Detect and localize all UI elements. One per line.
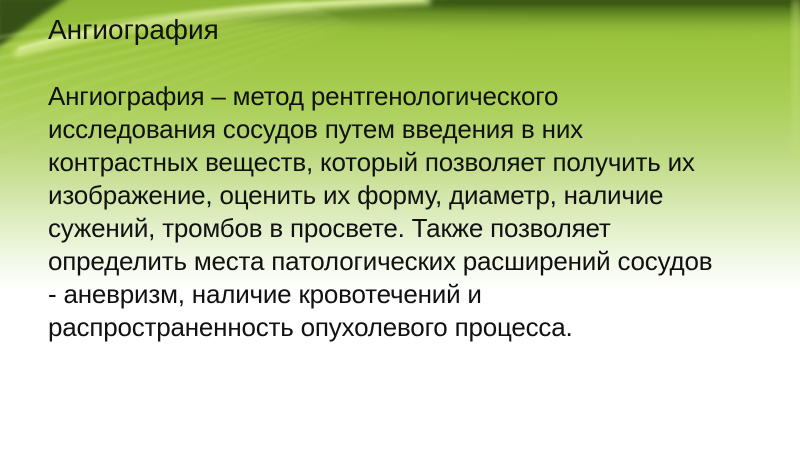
body-line: Ангиография – метод рентгенологического (48, 81, 559, 111)
body-line: сужений, тромбов в просвете. Также позволяет (48, 213, 611, 243)
body-line: исследования сосудов путем введения в них (48, 114, 583, 144)
body-line: распространенность опухолевого процесса. (48, 312, 573, 342)
body-line: изображение, оценить их форму, диаметр, наличие (48, 180, 664, 210)
body-line: контрастных веществ, который позволяет получить их (48, 147, 695, 177)
body-line: - аневризм, наличие кровотечений и (48, 279, 482, 309)
slide-title: Ангиография (48, 14, 219, 45)
slide-body (48, 80, 792, 344)
body-line: определить места патологических расширений сосудов (48, 246, 713, 276)
